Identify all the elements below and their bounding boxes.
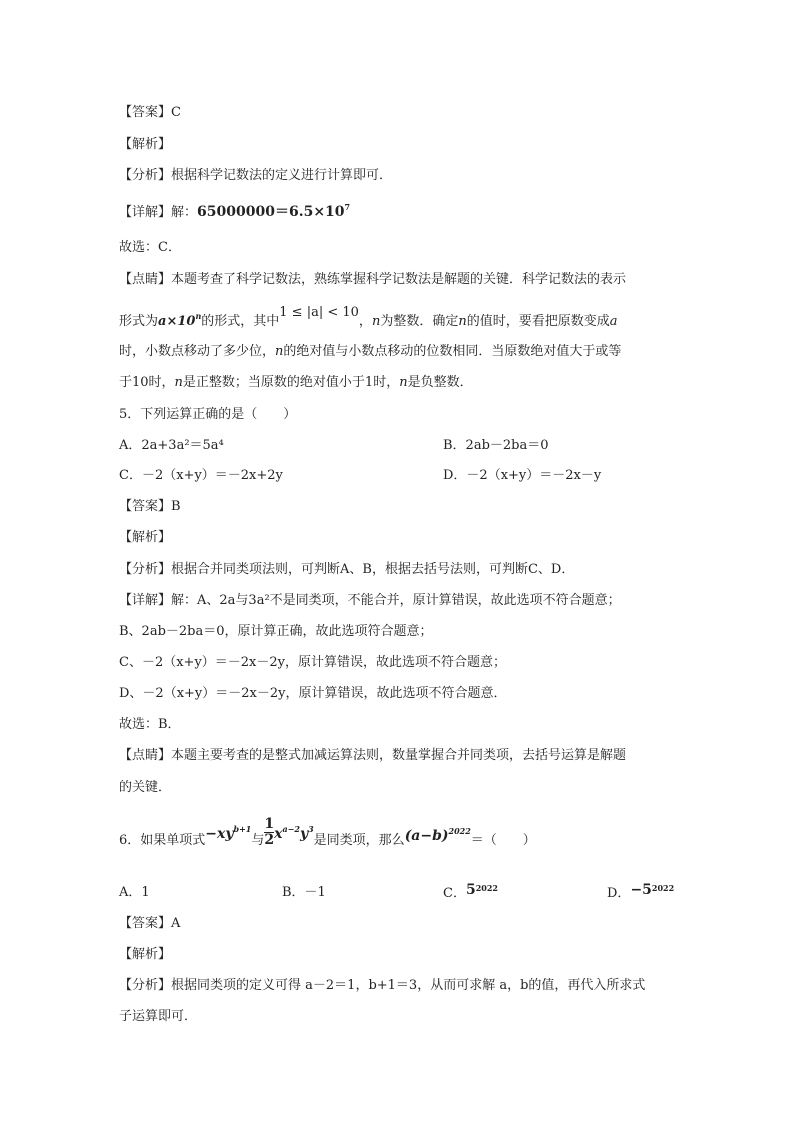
detail-line-3: C、－2（x+y）＝－2x－2y，原计算错误，故此选项不符合题意； xyxy=(119,655,507,670)
answer-line: 【答案】A xyxy=(119,916,181,931)
analysis-line-2: 子运算即可． xyxy=(119,1009,198,1024)
comment-line-3: 时，小数点移动了多少位，n的绝对值与小数点移动的位数相同．当原数绝对值大于或等 xyxy=(119,344,622,359)
question-6-stem: 6．如果单项式$-xy^{b+1}$与 $\frac{1}{2}$ $x^{a-2}y^3$是同类项，那么$(a-b)^{2022}=$（ ） xyxy=(119,816,536,848)
comment-text: 本题考查了科学记数法，熟练掌握科学记数法是解题的关键．科学记数法的表示 xyxy=(171,272,627,287)
equation: $65000000=6.5\times 10^7$ xyxy=(197,202,351,220)
inequality: 1 ≤ |a| < 10 xyxy=(279,305,359,320)
analysis-heading: 【解析】 xyxy=(119,947,172,962)
question-6-option-b: B．－1 xyxy=(282,885,326,900)
answer-line xyxy=(119,103,181,123)
comment-line-4: 于10时，n是正整数；当原数的绝对值小于1时，n是负整数． xyxy=(119,375,473,390)
answer-line: 【答案】B xyxy=(119,499,181,514)
choose-text: 故选：C． xyxy=(119,240,181,255)
sci-form: $a\times 10^n$ xyxy=(158,311,202,329)
comment-line xyxy=(119,270,626,290)
analysis-line: 【分析】根据合并同类项法则，可判断A、B，根据去括号法则，可判断C、D． xyxy=(119,562,575,577)
comment-line: 【点睛】本题主要考查的是整式加减运算法则，数量掌握合并同类项，去括号运算是解题 xyxy=(119,748,627,763)
power-expression: $(a-b)^{2022}$ xyxy=(404,826,471,844)
question-5-option-c: C．－2（x+y）＝－2x+2y xyxy=(119,468,283,483)
comment-line-2: 形式为$a\times 10^n$的形式，其中1 ≤ |a| < 10，n为整数．确定n的值时，要看把原数变成a xyxy=(119,305,618,329)
analysis-line: 【分析】根据同类项的定义可得 a－2＝1，b+1＝3，从而可求解 a，b的值，再代入所求式 xyxy=(119,978,646,993)
question-5-option-d: D．－2（x+y）＝－2x－y xyxy=(443,468,602,483)
detail-line-2: B、2ab－2ba＝0，原计算正确，故此选项符合题意； xyxy=(119,624,433,639)
answer-value: A xyxy=(171,916,181,931)
comment-tag: 【点睛】 xyxy=(119,272,172,287)
question-6-option-c: C．$5^{2022}$ xyxy=(443,882,498,901)
detail-line-4: D、－2（x+y）＝－2x－2y，原计算错误，故此选项不符合题意． xyxy=(119,686,507,701)
question-6-option-d: D．$-5^{2022}$ xyxy=(607,882,675,901)
analysis-line xyxy=(119,166,392,186)
detail-prefix: 解： xyxy=(171,205,198,220)
monomial-1: $-xy^{b+1}$ xyxy=(205,824,252,842)
comment-line-2: 的关键． xyxy=(119,780,172,795)
question-5-stem: 5．下列运算正确的是（ ） xyxy=(119,407,297,422)
choose-line xyxy=(119,238,181,258)
analysis-text: 根据科学记数法的定义进行计算即可． xyxy=(171,168,393,183)
answer-value: B xyxy=(171,499,181,514)
fraction-half: $\frac{1}{2}$ xyxy=(264,816,275,848)
detail-tag: 【详解】 xyxy=(119,205,172,220)
monomial-2: $x^{a-2}y^3$ xyxy=(274,824,314,842)
question-5-option-a: A．2a+3a²＝5a⁴ xyxy=(119,438,224,453)
answer-value: C xyxy=(171,105,181,120)
analysis-tag: 【分析】 xyxy=(119,168,172,183)
detail-line: 【详解】解：A、2a与3a²不是同类项，不能合并，原计算错误，故此选项不符合题意； xyxy=(119,593,621,608)
answer-tag: 【答案】 xyxy=(119,105,172,120)
choose-line: 故选：B． xyxy=(119,717,181,732)
detail-line xyxy=(119,202,350,223)
analysis-heading xyxy=(119,135,171,155)
question-5-option-b: B．2ab－2ba＝0 xyxy=(443,438,549,453)
analysis-tag: 【解析】 xyxy=(119,137,172,152)
analysis-heading: 【解析】 xyxy=(119,530,172,545)
question-6-option-a: A．1 xyxy=(119,885,150,900)
